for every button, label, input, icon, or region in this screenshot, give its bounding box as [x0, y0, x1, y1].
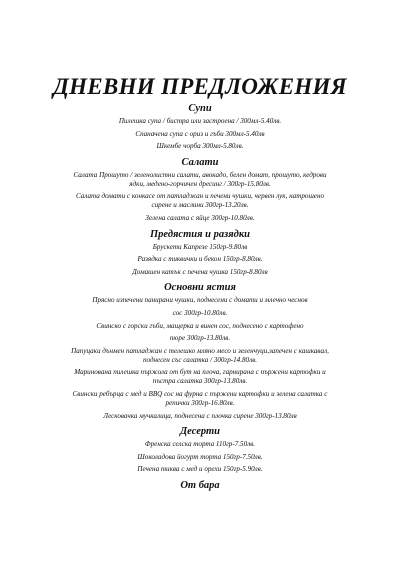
- menu-item: Свински ребърца с мед и BBQ сос на фурна с пържени картофки и зелена салатка с репички 300гр-16.80лв.: [72, 390, 328, 407]
- menu-item: Папуцаки дънмен патладжан с телешко мляно месо и зеленчуци,запечен с кашкавал, поднесен със салатка / 300гр-14.80лв.: [71, 346, 329, 364]
- menu-item: сос 300гр-10.80лв.: [172, 309, 228, 317]
- section-heading-bar: От бара: [180, 480, 220, 491]
- menu-item: Лесковачка мучкалица, поднесена с плочка сирене 300гр-13.80лв: [103, 411, 297, 420]
- menu-item: Свинско с горски гъби, мащерка и винен сос, поднесено с картофено: [96, 321, 304, 330]
- page-title: ДНЕВНИ ПРЕДЛОЖЕНИЯ: [53, 74, 347, 99]
- menu-item: пюре 300гр-13.80лв.: [169, 334, 231, 343]
- menu-item: Печена тиква с мед и орехи 150гр-5.90лв.: [137, 465, 263, 474]
- section-heading-salads: Салати: [181, 156, 219, 168]
- menu-item: Зелена салата с яйце 300гр-10.80лв.: [145, 214, 255, 222]
- menu-item: Домашен катък с печена чушка 150гр-8.80лв: [132, 267, 268, 276]
- section-heading-soups: Супи: [188, 103, 212, 114]
- menu-item: Шоколадова йогурт торта 150гр-7.50лв.: [137, 452, 263, 461]
- menu-item: Салата Прошуто / зеленолистни салати, авокадо, белен домат, прошуто, кедрови ядки, медено-горчичен дресинг / 300гр-15.80лв.: [73, 170, 327, 188]
- section-heading-starters: Предястия и разядки: [150, 228, 250, 240]
- menu-item: Прясно изпечени панирани чушки, поднесени с домати и млечно чеснов: [92, 296, 308, 305]
- menu-item: Пилешка супа / бистра или застроена / 300мл-5.40лв.: [118, 117, 282, 125]
- menu-item: Спаначена супа с ориз и гъби 300мл-5.40лв: [135, 129, 265, 138]
- section-heading-mains: Основни ястия: [164, 282, 236, 294]
- menu-item: Разядка с тиквички и бекон 150гр-8.80лв.: [137, 255, 263, 264]
- menu-item: Салата домати с конкасе от патладжан и печени чушки, червен лук, натрошено сирене и маслини 300гр-13.20лв.: [75, 192, 325, 210]
- menu-item: Маринована пилешка пържола от бут на плоча, гарнирана с пържени картофки и пъстра салатка 300гр-13.80лв.: [74, 368, 326, 386]
- menu-item: Брускети Капрезе 150гр-9.80лв: [152, 242, 248, 251]
- menu-item: Френска селска торта 110гр-7.50лв.: [144, 440, 256, 449]
- menu-item: Шкембе чорба 300мл-5.80лв.: [156, 142, 244, 151]
- section-heading-desserts: Десерти: [180, 426, 220, 438]
